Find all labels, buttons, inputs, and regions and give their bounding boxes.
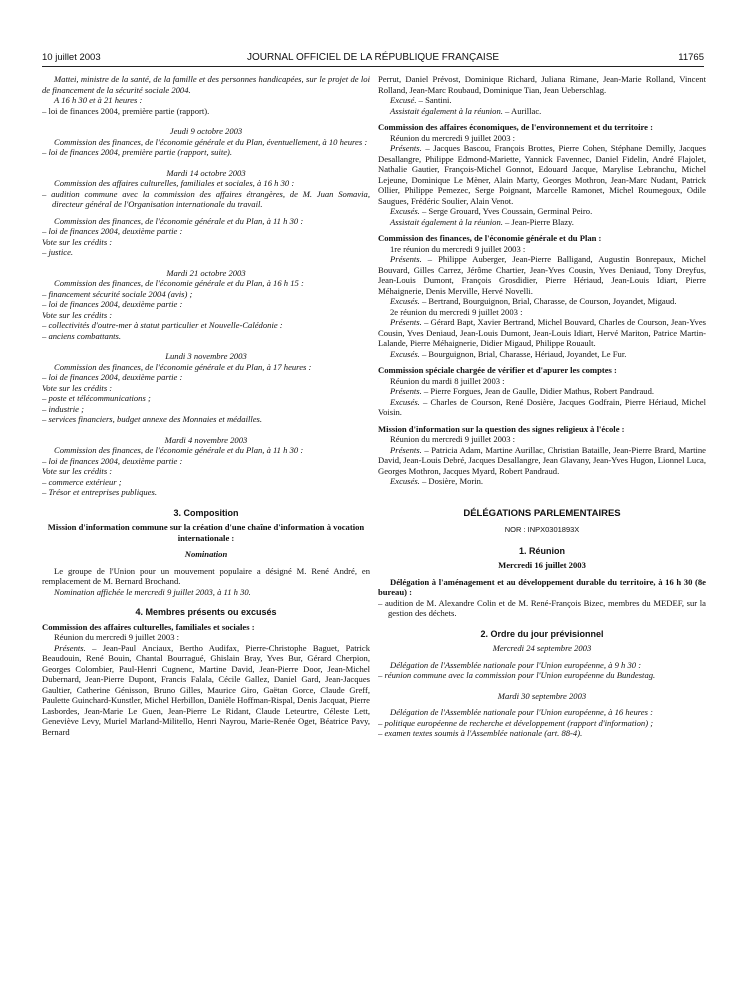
section-heading-meeting: 1. Réunion: [518, 545, 565, 556]
date-heading: Mardi 4 novembre 2003: [164, 434, 248, 445]
present-label: Présents.: [54, 642, 86, 653]
section-heading-composition: 3. Composition: [173, 507, 239, 518]
excused-label: Excusés.: [390, 348, 420, 359]
agenda-item: – justice.: [42, 247, 74, 257]
also-names: – Aurillac.: [502, 105, 542, 116]
date-heading: Mercredi 24 septembre 2003: [492, 643, 592, 653]
attendance-present: [42, 643, 370, 738]
nor-reference: NOR : INPX0301893X: [504, 525, 580, 534]
right-column: [378, 74, 706, 979]
meeting-line: 2e réunion du mercredi 9 juillet 2003 :: [390, 306, 523, 317]
commission-line: Commission des affaires culturelles, familiales et sociales, à 16 h 30 :: [54, 178, 295, 188]
running-header: [42, 52, 704, 66]
vote-label: Vote sur les crédits :: [42, 309, 113, 320]
agenda-item: – loi de finances 2004, deuxième partie :: [42, 455, 183, 466]
attendance-excused: [378, 397, 706, 418]
nomination-heading: Nomination: [184, 549, 228, 559]
present-label: Présents.: [390, 317, 422, 327]
present-label: Présents.: [390, 386, 422, 396]
date-heading: Mardi 30 septembre 2003: [497, 690, 587, 701]
commission-line: Commission des finances, de l'économie générale et du Plan, à 11 h 30 :: [54, 445, 304, 455]
commission-line: Commission des finances, de l'économie générale et du Plan, à 11 h 30 :: [54, 215, 304, 226]
nomination-text: Le groupe de l'Union pour un mouvement populaire a désigné M. René André, en remplacement de M. Bernard Brochand.: [42, 565, 370, 586]
attendance-excused: [378, 206, 706, 217]
delegation-line: Délégation à l'aménagement et au développement durable du territoire, à 16 h 30 (8e bureau) :: [378, 576, 706, 597]
attendance-present: [378, 386, 706, 397]
delegation-line: Délégation de l'Assemblée nationale pour l'Union européenne, à 9 h 30 :: [390, 659, 642, 670]
attendance-present: [378, 317, 706, 349]
agenda-item: – industrie ;: [42, 403, 85, 414]
nomination-posted: Nomination affichée le mercredi 9 juillet 2003, à 11 h 30.: [54, 586, 251, 597]
commission-title: Commission spéciale chargée de vérifier et d'apurer les comptes :: [378, 365, 617, 375]
excused-label: Excusés.: [390, 206, 420, 216]
date-heading: Mercredi 16 juillet 2003: [498, 560, 586, 570]
attendance-also: [378, 217, 706, 228]
left-column: [42, 74, 370, 979]
meeting-line: Réunion du mercredi 9 juillet 2003 :: [390, 132, 516, 143]
excused-label: Excusés.: [390, 296, 420, 306]
vote-label: Vote sur les crédits :: [42, 236, 113, 247]
meeting-line: 1re réunion du mercredi 9 juillet 2003 :: [390, 243, 526, 254]
present-names: – Gérard Bapt, Xavier Bertrand, Michel Bouvard, Charles de Courson, Jean-Yves Cousin, Yves Deniaud, Jean-Louis Dumont, Jean-Louis Idiart, Hervé Mariton, Patrice Martin-Lalande, Pierre Méhaignerie, Didier Migaud, Philippe Rouault.: [378, 317, 706, 348]
excused-label: Excusés.: [390, 396, 420, 407]
section-heading-members: 4. Membres présents ou excusés: [135, 607, 277, 617]
present-names: – Jean-Paul Anciaux, Bertho Audifax, Pierre-Christophe Baguet, Patrick Beaudouin, René Bouin, Chantal Bourragué, Ghislain Bray, Yves Bur, Gérard Cherpion, Georges Colombier, Paul-Henri Cugnenc, Martine David, Jean-Pierre Door, Jean-Michel Dubernard, Jean-Pierre Dupont, Francis Falala, Cécile Gallez, Daniel Gard, Jean-Jacques Gaultier, Catherine Génisson, Bruno Gilles, Maurice Giro, Gaëtan Gorce, Claude Greff, Paulette Guinchard-Kunstler, Michel Herbillon, Danièle Hoffman-Rispal, Denis Jacquat, Pierre Lasbordes, Jean-Marie Le Guen, Jean-Pierre Le Ridant, Claude Leteurtre, Céleste Lett, Geneviève Levy, Muriel Marland-Militello, Henri Nayrou, Marie-Renée Oget, Béatrice Pavy, Bernard: [42, 642, 370, 737]
excused-names: – Bertrand, Bourguignon, Brial, Charasse, de Courson, Joyandet, Migaud.: [419, 296, 677, 306]
commission-title: Commission des affaires économiques, de l'environnement et du territoire :: [378, 122, 653, 132]
attendance-present: [378, 143, 706, 206]
header-rule: [42, 66, 704, 67]
meeting-line: Réunion du mercredi 9 juillet 2003 :: [390, 434, 516, 444]
agenda-item: – Trésor et entreprises publiques.: [42, 487, 157, 497]
mission-title: Mission d'information commune sur la création d'une chaîne d'information à vocation internationale :: [47, 522, 365, 543]
agenda-item: – loi de finances 2004, première partie (rapport, suite).: [42, 147, 233, 157]
attendance-excused: [378, 349, 706, 360]
vote-label: Vote sur les crédits :: [42, 466, 113, 476]
present-label: Présents.: [390, 254, 422, 264]
attendance-present: [378, 254, 706, 296]
excused-label: Excusé.: [390, 95, 417, 105]
section-heading-delegations: DÉLÉGATIONS PARLEMENTAIRES: [463, 507, 621, 519]
present-names-continued: Perrut, Daniel Prévost, Dominique Richard, Juliana Rimane, Jean-Marie Rolland, Vincent Rolland, Jean-Marc Roubaud, Dominique Tian, Jean Ueberschlag.: [378, 74, 706, 95]
attendance-present: [378, 445, 706, 477]
agenda-item: – commerce extérieur ;: [42, 476, 122, 487]
header-page-number: 11765: [678, 52, 704, 63]
present-label: Présents.: [390, 444, 422, 455]
intro-item: – loi de finances 2004, première partie (rapport).: [42, 105, 210, 116]
commission-title: Commission des affaires culturelles, familiales et sociales :: [42, 621, 255, 632]
date-heading: Jeudi 9 octobre 2003: [169, 126, 243, 136]
agenda-item: – poste et télécommunications ;: [42, 393, 151, 403]
excused-names: – Charles de Courson, René Dosière, Jacques Godfrain, Pierre Hériaud, Michel Voisin.: [378, 396, 706, 417]
meeting-line: Réunion du mardi 8 juillet 2003 :: [390, 375, 505, 386]
agenda-item: – réunion commune avec la commission pour l'Union européenne du Bundestag.: [378, 670, 656, 680]
date-heading: Lundi 3 novembre 2003: [165, 351, 247, 361]
commission-line: Commission des finances, de l'économie générale et du Plan, à 17 heures :: [54, 361, 312, 372]
section-heading-agenda: 2. Ordre du jour prévisionnel: [480, 628, 604, 639]
agenda-item: – collectivités d'outre-mer à statut particulier et Nouvelle-Calédonie :: [42, 320, 283, 330]
agenda-item: – loi de finances 2004, deuxième partie :: [42, 299, 183, 309]
present-label: Présents.: [390, 143, 422, 153]
attendance-also: [378, 106, 706, 117]
present-names: – Patricia Adam, Martine Aurillac, Christian Bataille, Jean-Pierre Brard, Martine David, Jean-Louis Debré, Jacques Desallangre, Jean Glavany, Jean-Yves Hugon, Lionnel Luca, Georges Mothron, Jacques Myard, Robert Pandraud.: [378, 444, 706, 476]
agenda-item: – services financiers, budget annexe des Monnaies et médailles.: [42, 414, 263, 424]
excused-names: – Dosière, Morin.: [419, 476, 484, 486]
excused-names: – Bourguignon, Brial, Charasse, Hériaud, Joyandet, Le Fur.: [419, 348, 627, 359]
excused-names: – Santini.: [416, 95, 452, 105]
date-heading: Mardi 21 octobre 2003: [166, 267, 246, 278]
agenda-item: – financement sécurité sociale 2004 (avis) ;: [42, 288, 193, 299]
present-names: – Jacques Bascou, François Brottes, Pierre Cohen, Stéphane Demilly, Jacques Desallangre, Philippe Edmond-Mariette, Yannick Favennec, Daniel Fidelin, André Flajolet, Nathalie Gautier, François-Michel Gonnot, Edouard Jacque, Marylise Lebranchu, Michel Lejeune, Dominique Le Mèner, Alain Marty, Georges Mothron, Jean-Marc Nudant, Patrick Ollier, Philippe Pemezec, Serge Poignant, Marcelle Ramonet, Michel Roumegoux, Odile Saugues, Frédéric Soulier, Alain Venot.: [378, 143, 706, 206]
attendance-excused: [378, 95, 706, 106]
agenda-item: – anciens combattants.: [42, 330, 122, 341]
present-names: – Philippe Auberger, Jean-Pierre Balligand, Augustin Bonrepaux, Michel Bouvard, Gilles Carrez, Jérôme Chartier, Jean-Yves Cousin, Yves Deniaud, Tony Dreyfus, Jean-Louis Dumont, François Grosdidier, Pierre Hériaud, Jean-Louis Idiart, Pierre Méhaignerie, Denis Merville, Hervé Novelli.: [378, 254, 706, 296]
agenda-item: – audition de M. Alexandre Colin et de M. René-François Bizec, membres du MEDEF, sur la gestion des déchets.: [378, 597, 706, 618]
commission-line: Commission des finances, de l'économie générale et du Plan, éventuellement, à 10 heures :: [54, 136, 368, 147]
excused-label: Excusés.: [390, 476, 420, 486]
intro-text: Mattei, ministre de la santé, de la famille et des personnes handicapées, sur le projet de loi de financement de la sécurité sociale 2004.: [42, 74, 370, 95]
also-label: Assistait également à la réunion.: [390, 105, 503, 116]
commission-line: Commission des finances, de l'économie générale et du Plan, à 16 h 15 :: [54, 278, 304, 288]
commission-title: Commission des finances, de l'économie générale et du Plan :: [378, 233, 602, 243]
agenda-item: – loi de finances 2004, deuxième partie :: [42, 226, 183, 236]
intro-time: A 16 h 30 et à 21 heures :: [54, 95, 143, 105]
attendance-excused: [378, 476, 706, 487]
agenda-item: – examen textes soumis à l'Assemblée nationale (art. 88-4).: [378, 728, 583, 738]
header-date: 10 juillet 2003: [42, 52, 101, 63]
agenda-item: – loi de finances 2004, deuxième partie :: [42, 372, 183, 382]
commission-title: Mission d'information sur la question des signes religieux à l'école :: [378, 423, 625, 434]
agenda-item: – politique européenne de recherche et développement (rapport d'information) ;: [378, 717, 654, 728]
delegation-line: Délégation de l'Assemblée nationale pour l'Union européenne, à 16 heures :: [390, 707, 653, 717]
present-names: – Pierre Forgues, Jean de Gaulle, Didier Mathus, Robert Pandraud.: [421, 386, 655, 396]
header-journal-title: JOURNAL OFFICIEL DE LA RÉPUBLIQUE FRANÇAISE: [246, 52, 500, 63]
vote-label: Vote sur les crédits :: [42, 382, 113, 393]
also-label: Assistait également à la réunion.: [390, 216, 503, 227]
attendance-excused: [378, 296, 706, 307]
date-heading: Mardi 14 octobre 2003: [166, 167, 246, 178]
excused-names: – Serge Grouard, Yves Coussain, Germinal Peiro.: [419, 206, 593, 216]
agenda-item: – audition commune avec la commission des affaires étrangères, de M. Juan Somavia, directeur général de l'Organisation internationale du travail.: [42, 188, 370, 209]
also-names: – Jean-Pierre Blazy.: [502, 216, 574, 227]
meeting-line: Réunion du mercredi 9 juillet 2003 :: [54, 632, 180, 642]
